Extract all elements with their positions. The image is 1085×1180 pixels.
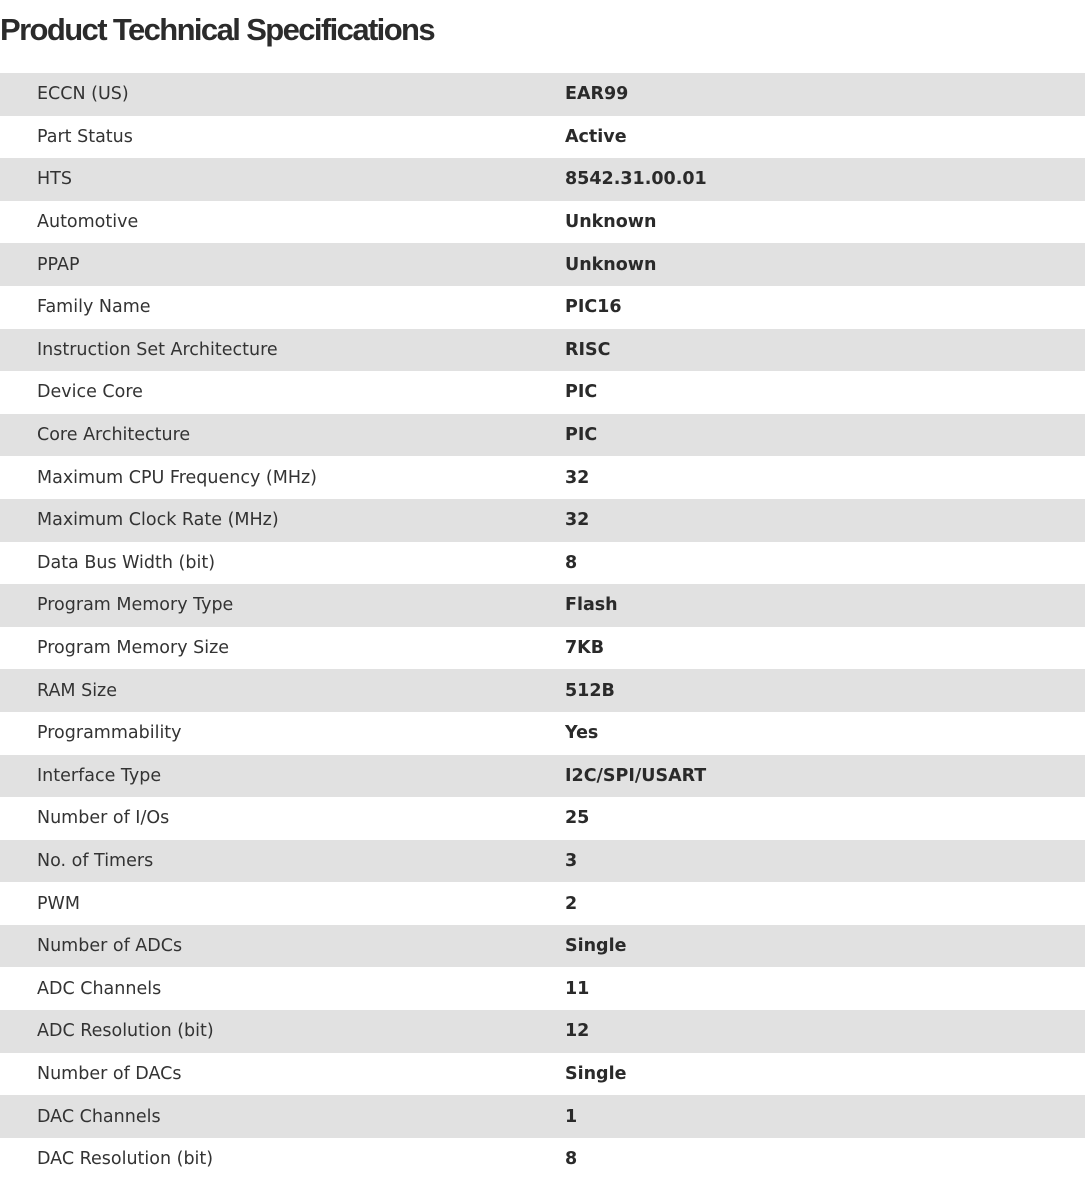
spec-row: [0, 755, 1085, 798]
spec-row: [0, 158, 1085, 201]
spec-value: I2C/SPI/USART: [565, 755, 1085, 798]
spec-label: Programmability: [37, 723, 182, 744]
spec-row: [0, 243, 1085, 286]
spec-label: Device Core: [37, 382, 143, 403]
spec-row: [0, 1053, 1085, 1096]
spec-label: Data Bus Width (bit): [37, 552, 216, 573]
spec-value: RISC: [565, 329, 1085, 372]
spec-value: 8: [565, 552, 578, 573]
spec-value: PIC16: [565, 297, 622, 318]
spec-label: ADC Channels: [37, 978, 162, 999]
spec-table-body: [0, 73, 1085, 1180]
spec-row: [0, 925, 1085, 968]
spec-row: [0, 116, 1085, 159]
spec-value: Unknown: [565, 243, 1085, 286]
spec-label: ECCN (US): [0, 73, 565, 116]
spec-label: Number of DACs: [37, 1063, 182, 1084]
spec-label: HTS: [0, 158, 565, 201]
spec-label: Family Name: [37, 297, 151, 318]
spec-row: [0, 414, 1085, 457]
spec-label: ADC Resolution (bit): [0, 1010, 565, 1053]
spec-row: [0, 286, 1085, 329]
spec-label: Core Architecture: [0, 414, 565, 457]
spec-label: Automotive: [37, 212, 139, 233]
spec-label: Instruction Set Architecture: [0, 329, 565, 372]
spec-label: Number of I/Os: [37, 808, 170, 829]
spec-table: [0, 73, 1085, 1180]
spec-value: 12: [565, 1010, 1085, 1053]
spec-row: [0, 329, 1085, 372]
spec-value: 8542.31.00.01: [565, 158, 1085, 201]
spec-value: Unknown: [565, 212, 657, 233]
spec-label: DAC Channels: [0, 1095, 565, 1138]
spec-value: 8: [565, 1149, 578, 1170]
spec-row: [0, 499, 1085, 542]
spec-row: [0, 542, 1085, 585]
spec-value: Yes: [565, 723, 599, 744]
spec-row: [0, 669, 1085, 712]
spec-row: [0, 797, 1085, 840]
spec-value: EAR99: [565, 73, 1085, 116]
spec-row: [0, 882, 1085, 925]
spec-value: Active: [565, 126, 627, 147]
spec-value: 7KB: [565, 638, 605, 659]
spec-label: Maximum Clock Rate (MHz): [0, 499, 565, 542]
spec-row: [0, 1095, 1085, 1138]
spec-row: [0, 967, 1085, 1010]
spec-label: Program Memory Type: [0, 584, 565, 627]
spec-row: [0, 73, 1085, 116]
spec-row: [0, 627, 1085, 670]
spec-value: 512B: [565, 669, 1085, 712]
spec-value: 32: [565, 499, 1085, 542]
spec-row: [0, 584, 1085, 627]
spec-row: [0, 712, 1085, 755]
spec-label: DAC Resolution (bit): [37, 1149, 214, 1170]
spec-value: Flash: [565, 584, 1085, 627]
page-title: Product Technical Specifications: [0, 12, 435, 47]
spec-value: 2: [565, 893, 578, 914]
spec-label: RAM Size: [0, 669, 565, 712]
spec-row: [0, 1010, 1085, 1053]
spec-value: 1: [565, 1095, 1085, 1138]
spec-value: PIC: [565, 382, 598, 403]
spec-value: Single: [565, 925, 1085, 968]
spec-label: PPAP: [0, 243, 565, 286]
spec-label: No. of Timers: [0, 840, 565, 883]
spec-label: Number of ADCs: [0, 925, 565, 968]
spec-label: Maximum CPU Frequency (MHz): [37, 467, 317, 488]
spec-label: Program Memory Size: [37, 638, 230, 659]
spec-value: PIC: [565, 414, 1085, 457]
spec-value: 25: [565, 808, 590, 829]
spec-value: 11: [565, 978, 590, 999]
spec-value: 3: [565, 840, 1085, 883]
spec-label: PWM: [37, 893, 80, 914]
spec-row: [0, 1138, 1085, 1180]
spec-label: Interface Type: [0, 755, 565, 798]
spec-label: Part Status: [37, 126, 133, 147]
spec-value: Single: [565, 1063, 627, 1084]
spec-row: [0, 371, 1085, 414]
spec-row: [0, 456, 1085, 499]
spec-value: 32: [565, 467, 590, 488]
spec-row: [0, 840, 1085, 883]
spec-row: [0, 201, 1085, 244]
